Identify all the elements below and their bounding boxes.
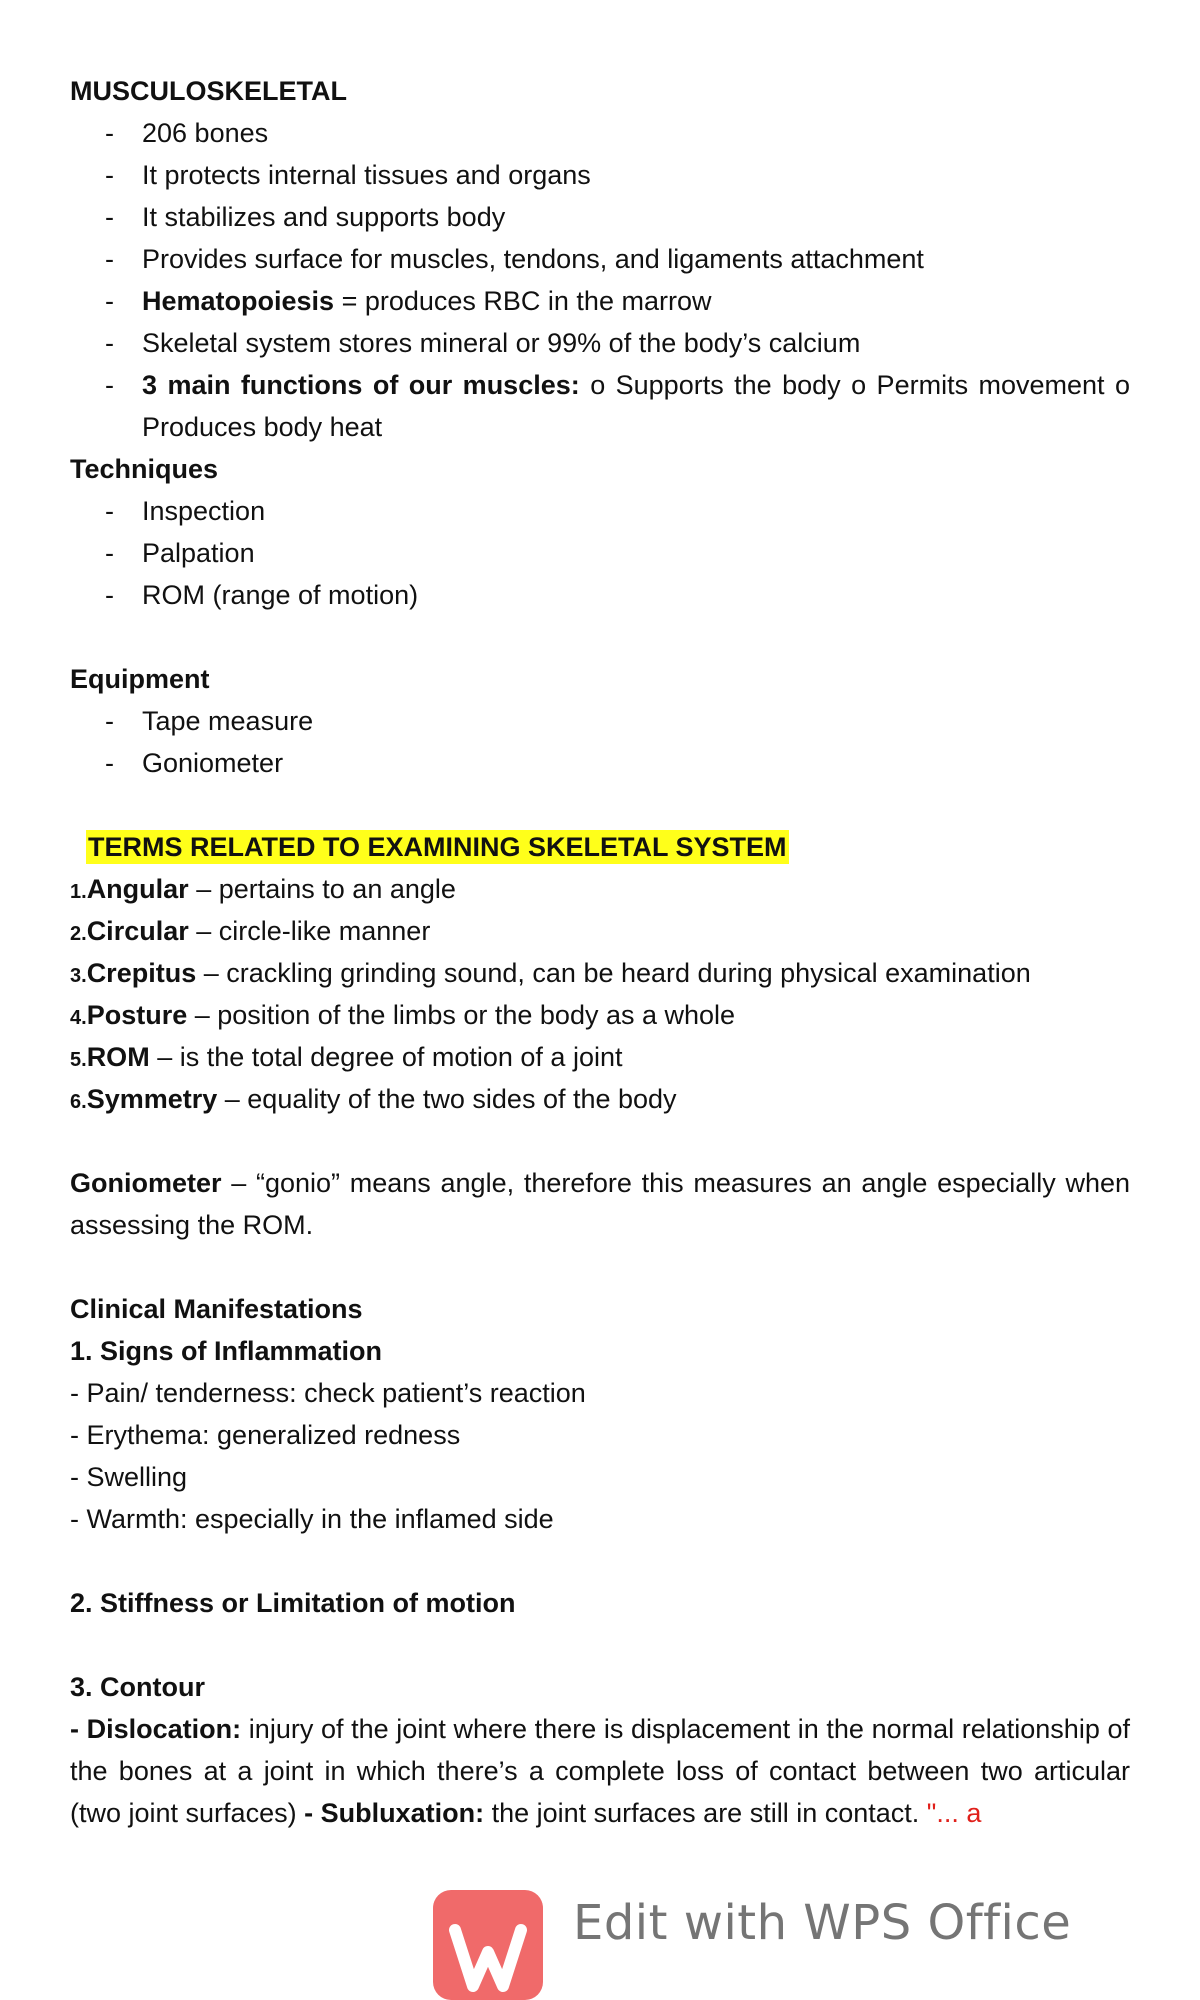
term-item bbox=[70, 910, 1130, 952]
stiffness-heading: 2. Stiffness or Limitation of motion bbox=[70, 1588, 516, 1618]
clinical-heading: Clinical Manifestations bbox=[70, 1294, 363, 1324]
list-item: - Warmth: especially in the inflamed side bbox=[70, 1504, 554, 1534]
term-name: Circular bbox=[86, 916, 189, 946]
wps-footer[interactable] bbox=[433, 1890, 1153, 1976]
list-item: - Provides surface for muscles, tendons, and ligaments attachment bbox=[70, 238, 1130, 280]
document-page bbox=[70, 70, 1130, 1834]
term-item bbox=[70, 868, 1130, 910]
equipment-list bbox=[70, 700, 1130, 784]
list-item: - Erythema: generalized redness bbox=[70, 1420, 461, 1450]
term-number: 5. bbox=[70, 1049, 87, 1071]
goniometer-paragraph bbox=[70, 1162, 1130, 1246]
goniometer-term: Goniometer bbox=[70, 1168, 222, 1198]
list-item-functions bbox=[70, 364, 1130, 448]
inflammation-list bbox=[70, 1372, 1130, 1540]
list-item: - Swelling bbox=[70, 1462, 188, 1492]
term-definition: – crackling grinding sound, can be heard during physical examination bbox=[196, 958, 1031, 988]
term-name: Angular bbox=[86, 874, 189, 904]
term-name: Posture bbox=[86, 1000, 188, 1030]
musculoskeletal-heading: MUSCULOSKELETAL bbox=[70, 76, 347, 106]
dislocation-text: injury of the joint where there is displacement in the normal relationship of the bones at a joint in which there’s a complete loss of contact between two articular (two joint surfaces) bbox=[70, 1714, 1130, 1828]
list-item: - 206 bones bbox=[70, 112, 1130, 154]
contour-paragraph bbox=[70, 1708, 1130, 1834]
techniques-heading: Techniques bbox=[70, 454, 219, 484]
list-item: - It protects internal tissues and organs bbox=[70, 154, 1130, 196]
list-item: - Inspection bbox=[70, 490, 1130, 532]
list-item: - Tape measure bbox=[70, 700, 1130, 742]
term-item bbox=[70, 952, 1130, 994]
terms-list bbox=[70, 868, 1130, 1120]
goniometer-text: – “gonio” means angle, therefore this measures an angle especially when assessing the ROM. bbox=[70, 1168, 1130, 1240]
inflammation-heading: 1. Signs of Inflammation bbox=[70, 1336, 383, 1366]
term-number: 2. bbox=[70, 923, 87, 945]
wps-logo-icon bbox=[433, 1890, 543, 2000]
list-item: - ROM (range of motion) bbox=[70, 574, 1130, 616]
dislocation-term: - Dislocation: bbox=[70, 1714, 242, 1744]
hematopoiesis-term: Hematopoiesis bbox=[142, 286, 335, 316]
list-item: - It stabilizes and supports body bbox=[70, 196, 1130, 238]
term-name: Symmetry bbox=[86, 1084, 218, 1114]
functions-term: 3 main functions of our muscles: bbox=[142, 370, 580, 400]
term-item bbox=[70, 1036, 1130, 1078]
functions-text: o Supports the body o Permits movement o Produces body heat bbox=[142, 370, 1131, 442]
term-definition: – is the total degree of motion of a joint bbox=[149, 1042, 623, 1072]
wps-edit-label[interactable]: Edit with WPS Office bbox=[573, 1895, 1072, 1951]
truncation-marker: "... a bbox=[926, 1798, 982, 1828]
term-name: ROM bbox=[86, 1042, 150, 1072]
term-definition: – pertains to an angle bbox=[188, 874, 456, 904]
hematopoiesis-text: = produces RBC in the marrow bbox=[334, 286, 712, 316]
equipment-heading: Equipment bbox=[70, 664, 210, 694]
contour-heading: 3. Contour bbox=[70, 1672, 205, 1702]
subluxation-term: - Subluxation: bbox=[304, 1798, 485, 1828]
list-item: - Pain/ tenderness: check patient’s reaction bbox=[70, 1378, 586, 1408]
terms-heading: TERMS RELATED TO EXAMINING SKELETAL SYSTEM bbox=[88, 832, 787, 862]
term-number: 6. bbox=[70, 1091, 87, 1113]
term-number: 3. bbox=[70, 965, 87, 987]
techniques-list bbox=[70, 490, 1130, 616]
term-definition: – equality of the two sides of the body bbox=[217, 1084, 677, 1114]
musculoskeletal-list bbox=[70, 112, 1130, 448]
list-item: - Skeletal system stores mineral or 99% of the body’s calcium bbox=[70, 322, 1130, 364]
term-number: 4. bbox=[70, 1007, 87, 1029]
list-item: - Goniometer bbox=[70, 742, 1130, 784]
term-definition: – position of the limbs or the body as a whole bbox=[187, 1000, 736, 1030]
list-item: - Palpation bbox=[70, 532, 1130, 574]
term-name: Crepitus bbox=[86, 958, 197, 988]
subluxation-text: the joint surfaces are still in contact. bbox=[484, 1798, 927, 1828]
list-item-hematopoiesis bbox=[70, 280, 1130, 322]
term-item bbox=[70, 1078, 1130, 1120]
term-item bbox=[70, 994, 1130, 1036]
term-definition: – circle-like manner bbox=[188, 916, 431, 946]
term-number: 1. bbox=[70, 881, 87, 903]
